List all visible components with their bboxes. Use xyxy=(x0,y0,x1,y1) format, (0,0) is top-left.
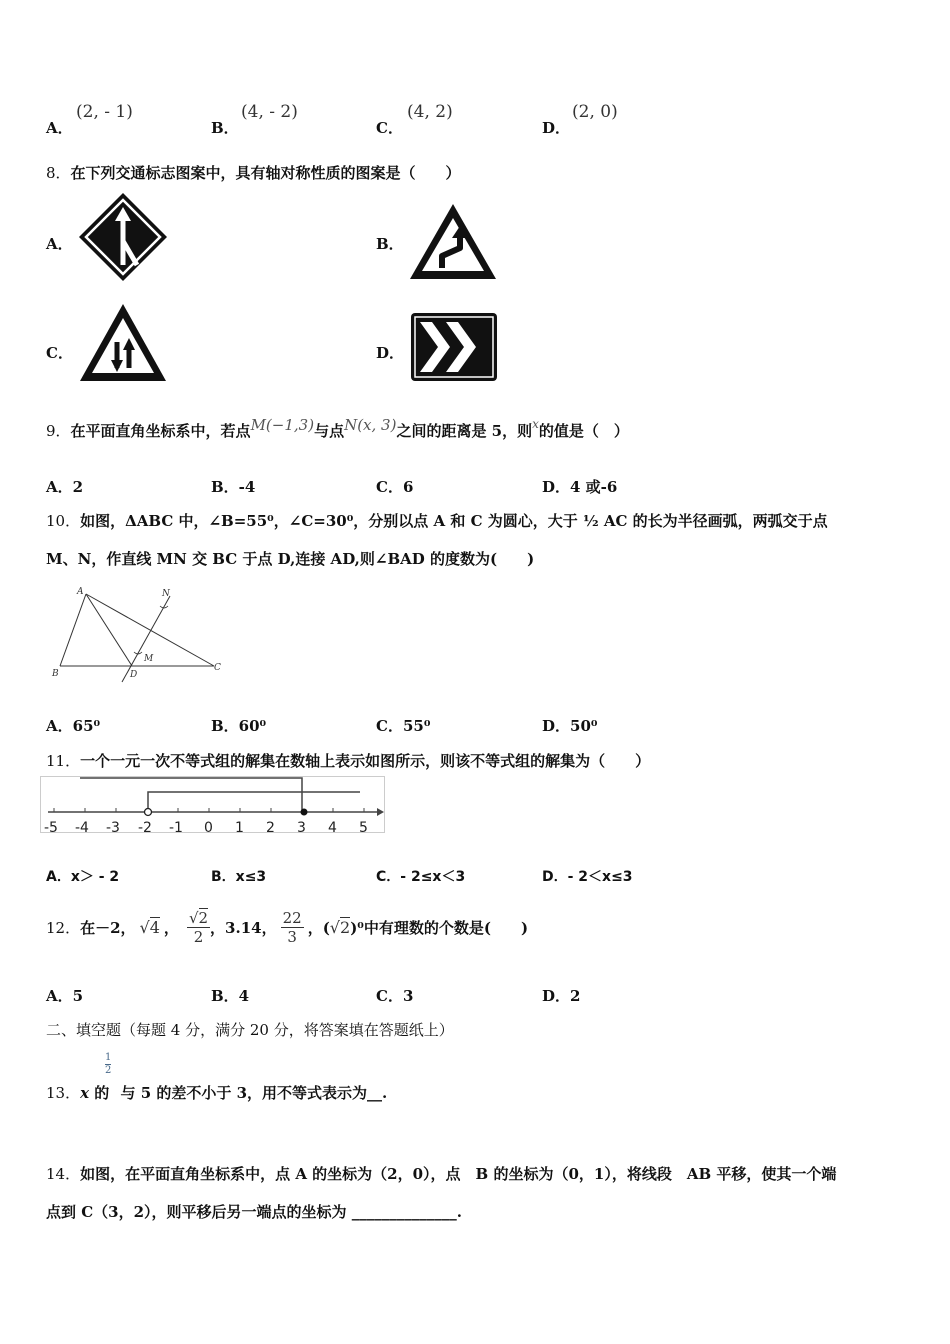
q10-label-n: N xyxy=(162,589,170,599)
q9-text-2: 与点 xyxy=(314,422,345,440)
q10-label-c: C xyxy=(214,663,221,673)
q8-option-d-label: D． xyxy=(376,344,405,362)
q12-question: 12． 在－2， √4 ， $\frac{√2}{2}$ ，3.14， $\frac{22}{3}$ ，( √2 )⁰中有理数的个数是( ) xyxy=(46,908,529,946)
q10-line-1 xyxy=(46,510,828,531)
q11-tick-label: -3 xyxy=(106,820,120,836)
q9-number: 9． xyxy=(46,422,71,440)
q11-tick-label: -1 xyxy=(169,820,183,836)
q11-option-a: A．x＞ - 2 xyxy=(46,869,120,885)
q12-number: 12． xyxy=(46,918,81,937)
q13-fraction: 1 2 xyxy=(105,1052,112,1076)
q10-label-b: B xyxy=(52,669,59,679)
q12-option-c: C．3 xyxy=(376,987,414,1005)
q7-option-a-value: (2, - 1) xyxy=(76,102,133,122)
q10-text-1: 如图，ΔABC 中，∠B=55⁰，∠C=30⁰，分别以点 A 和 C 为圆心，大于 ½ AC 的长为半径画弧，两弧交于点 xyxy=(80,512,828,530)
q12-sqrt2-over-2: $\frac{√2}{2}$ xyxy=(188,908,209,946)
q8-number: 8． xyxy=(46,164,71,182)
q9-option-d: D．4 或-6 xyxy=(542,478,618,496)
q10-label-a: A xyxy=(77,587,84,597)
q9-option-a: A．2 xyxy=(46,478,84,496)
q12-sqrt2: √2 xyxy=(329,917,351,937)
q11-tick-label: 5 xyxy=(359,820,368,836)
q8-question xyxy=(46,162,461,183)
q9-question xyxy=(46,416,629,441)
winding-road-sign-icon xyxy=(408,202,498,282)
chevron-curve-sign-icon xyxy=(410,312,498,382)
q11-option-c: C．- 2≤x＜3 xyxy=(376,869,466,885)
q11-open-point xyxy=(145,809,152,816)
q7-option-c-value: (4, 2) xyxy=(407,102,453,122)
q13-text-1: 的 xyxy=(89,1084,110,1102)
q11-tick-label: 0 xyxy=(204,820,213,836)
q11-tick-label: 4 xyxy=(328,820,337,836)
q10-option-a: A．65⁰ xyxy=(46,717,101,735)
q9-var-x: x xyxy=(532,417,539,431)
q7-option-d-label: D． xyxy=(542,119,571,137)
q7-option-b-value: (4, - 2) xyxy=(241,102,298,122)
q12-option-b: B．4 xyxy=(211,987,250,1005)
q11-tick-label: -4 xyxy=(75,820,89,836)
q13-text-2: 与 5 的差不小于 3，用不等式表示为__. xyxy=(115,1084,388,1102)
q12-text-4: )⁰中有理数的个数是( ) xyxy=(350,918,529,937)
q7-option-c-label: C． xyxy=(376,119,403,137)
q8-option-c-label: C． xyxy=(46,344,73,362)
q13-question xyxy=(46,1082,387,1103)
q10-label-m: M xyxy=(144,654,154,664)
q7-option-b-label: B． xyxy=(211,119,239,137)
q8-option-b-label: B． xyxy=(376,235,404,253)
merge-lane-sign-icon xyxy=(77,191,169,283)
q9-point-n: N(x, 3) xyxy=(344,416,397,434)
q11-option-b: B．x≤3 xyxy=(211,869,267,885)
section-2-heading: 二、填空题（每题 4 分，满分 20 分，将答案填在答题纸上） xyxy=(46,1021,454,1039)
q11-tick-label: -2 xyxy=(138,820,152,836)
q11-tick-label: 3 xyxy=(297,820,306,836)
q12-text-3: ，( xyxy=(307,918,330,937)
q9-text-1: 在平面直角坐标系中，若点 xyxy=(70,422,251,440)
q10-label-d: D xyxy=(130,670,138,680)
q11-tick-label: 1 xyxy=(235,820,244,836)
q10-option-d: D．50⁰ xyxy=(542,717,598,735)
q10-number: 10． xyxy=(46,512,81,530)
q7-option-a-label: A． xyxy=(46,119,73,137)
q13-number: 13． xyxy=(46,1084,81,1102)
q10-option-c: C．55⁰ xyxy=(376,717,431,735)
q12-sqrt4: √4 xyxy=(139,917,160,937)
q9-point-m: M(−1,3) xyxy=(250,416,315,434)
q12-option-a: A．5 xyxy=(46,987,84,1005)
q14-line-2: 点到 C（3，2），则平移后另一端点的坐标为 ______________. xyxy=(46,1203,462,1221)
q11-number-line-figure xyxy=(40,776,388,838)
q9-text-3: 之间的距离是 5，则 xyxy=(396,422,533,440)
q9-text-4: 的值是（ ） xyxy=(538,422,629,440)
q7-option-d-value: (2, 0) xyxy=(572,102,618,122)
q11-number: 11． xyxy=(46,752,81,770)
q14-number: 14． xyxy=(46,1165,81,1183)
q9-option-b: B．-4 xyxy=(211,478,256,496)
q10-option-b: B．60⁰ xyxy=(211,717,267,735)
q10-line-2: M、N，作直线 MN 交 BC 于点 D,连接 AD,则∠BAD 的度数为( ) xyxy=(46,550,535,568)
q11-text: 一个一元一次不等式组的解集在数轴上表示如图所示，则该不等式组的解集为（ ） xyxy=(80,752,651,770)
q14-line-1 xyxy=(46,1163,836,1184)
q11-closed-point xyxy=(301,809,308,816)
q11-option-d: D．- 2＜x≤3 xyxy=(542,869,633,885)
two-way-traffic-sign-icon xyxy=(78,302,168,384)
q11-tick-label: -5 xyxy=(44,820,58,836)
q9-option-c: C．6 xyxy=(376,478,414,496)
q12-22-over-3: $\frac{22}{3}$ xyxy=(282,908,302,946)
q13-var-x: x xyxy=(80,1084,90,1102)
q12-option-d: D．2 xyxy=(542,987,581,1005)
q12-text-1: 在－2， xyxy=(80,918,136,937)
q10-triangle-figure xyxy=(46,582,236,684)
q8-text: 在下列交通标志图案中，具有轴对称性质的图案是（ ） xyxy=(70,164,461,182)
q11-tick-label: 2 xyxy=(266,820,275,836)
q14-text-1: 如图，在平面直角坐标系中，点 A 的坐标为（2，0），点 B 的坐标为（0，1），将线段 AB 平移，使其一个端 xyxy=(80,1165,837,1183)
q12-text-2: ，3.14， xyxy=(210,918,277,937)
q8-option-a-label: A． xyxy=(46,235,73,253)
q11-question xyxy=(46,750,650,771)
